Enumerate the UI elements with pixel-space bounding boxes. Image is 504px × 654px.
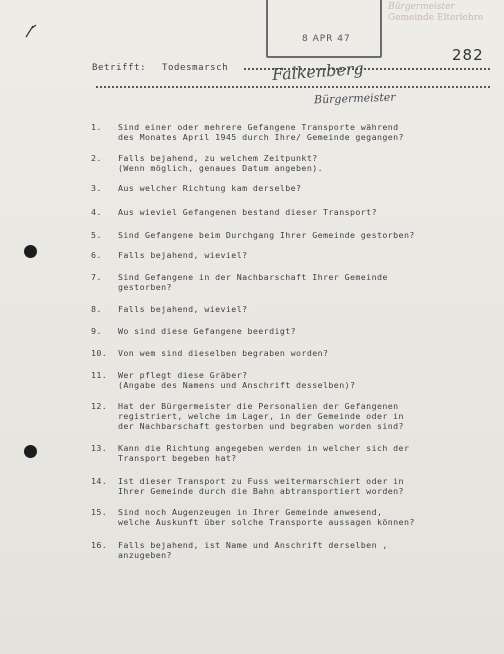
- question-text: Ist dieser Transport zu Fuss weitermarschiert oder in Ihrer Gemeinde durch die Bahn abtransportiert worden?: [118, 476, 404, 496]
- subject-text: Todesmarsch: [162, 63, 229, 73]
- question-number: 7.: [91, 272, 102, 282]
- date-stamp: [266, 0, 382, 58]
- question-text: Kann die Richtung angegeben werden in welcher sich der Transport begeben hat?: [118, 443, 410, 463]
- stamp-date: 8 APR 47: [302, 34, 351, 44]
- handwritten-title: Bürgermeister: [313, 90, 396, 107]
- faded-stamp-line: Bürgermeister: [388, 2, 455, 12]
- question-number: 13.: [91, 443, 108, 453]
- question-text: Aus welcher Richtung kam derselbe?: [118, 183, 302, 193]
- question-number: 15.: [91, 507, 108, 517]
- question-text: Falls bejahend, ist Name und Anschrift derselben , anzugeben?: [118, 540, 388, 560]
- page-number: 282: [452, 46, 484, 64]
- question-number: 4.: [91, 207, 102, 217]
- handwritten-place: Falkenberg: [271, 58, 365, 85]
- question-text: Sind einer oder mehrere Gefangene Transporte während des Monates April 1945 durch Ihre/ Gemeinde gegangen?: [118, 122, 404, 142]
- betrifft-label: Betrifft:: [92, 63, 147, 73]
- question-text: Falls bejahend, wieviel?: [118, 250, 248, 260]
- dotted-line: [96, 82, 490, 88]
- question-number: 11.: [91, 370, 108, 380]
- question-number: 2.: [91, 153, 102, 163]
- question-number: 3.: [91, 183, 102, 193]
- question-text: Wo sind diese Gefangene beerdigt?: [118, 326, 297, 336]
- question-number: 16.: [91, 540, 108, 550]
- question-number: 5.: [91, 230, 102, 240]
- question-number: 10.: [91, 348, 108, 358]
- question-text: Sind Gefangene in der Nachbarschaft Ihrer Gemeinde gestorben?: [118, 272, 388, 292]
- question-text: Aus wieviel Gefangenen bestand dieser Transport?: [118, 207, 377, 217]
- punch-hole: [24, 445, 37, 458]
- question-number: 12.: [91, 401, 108, 411]
- question-text: Falls bejahend, wieviel?: [118, 304, 248, 314]
- question-text: Falls bejahend, zu welchem Zeitpunkt? (Wenn möglich, genaues Datum angeben).: [118, 153, 324, 173]
- question-number: 6.: [91, 250, 102, 260]
- question-number: 9.: [91, 326, 102, 336]
- punch-hole: [24, 245, 37, 258]
- question-number: 8.: [91, 304, 102, 314]
- faded-stamp-line: Gemeinde Elterlehre: [388, 13, 484, 23]
- question-text: Hat der Bürgermeister die Personalien der Gefangenen registriert, welche im Lager, in der Gemeinde oder in der Nachbarschaft gestorben und begraben worden sind?: [118, 401, 404, 431]
- faded-stamp: [388, 2, 500, 24]
- question-text: Sind noch Augenzeugen in Ihrer Gemeinde anwesend, welche Auskunft über solche Transporte aussagen können?: [118, 507, 415, 527]
- question-number: 1.: [91, 122, 102, 132]
- question-text: Sind Gefangene beim Durchgang Ihrer Gemeinde gestorben?: [118, 230, 415, 240]
- question-number: 14.: [91, 476, 108, 486]
- question-text: Wer pflegt diese Gräber? (Angabe des Namens und Anschrift desselben)?: [118, 370, 356, 390]
- question-text: Von wem sind dieselben begraben worden?: [118, 348, 329, 358]
- pen-mark-icon: [24, 24, 38, 38]
